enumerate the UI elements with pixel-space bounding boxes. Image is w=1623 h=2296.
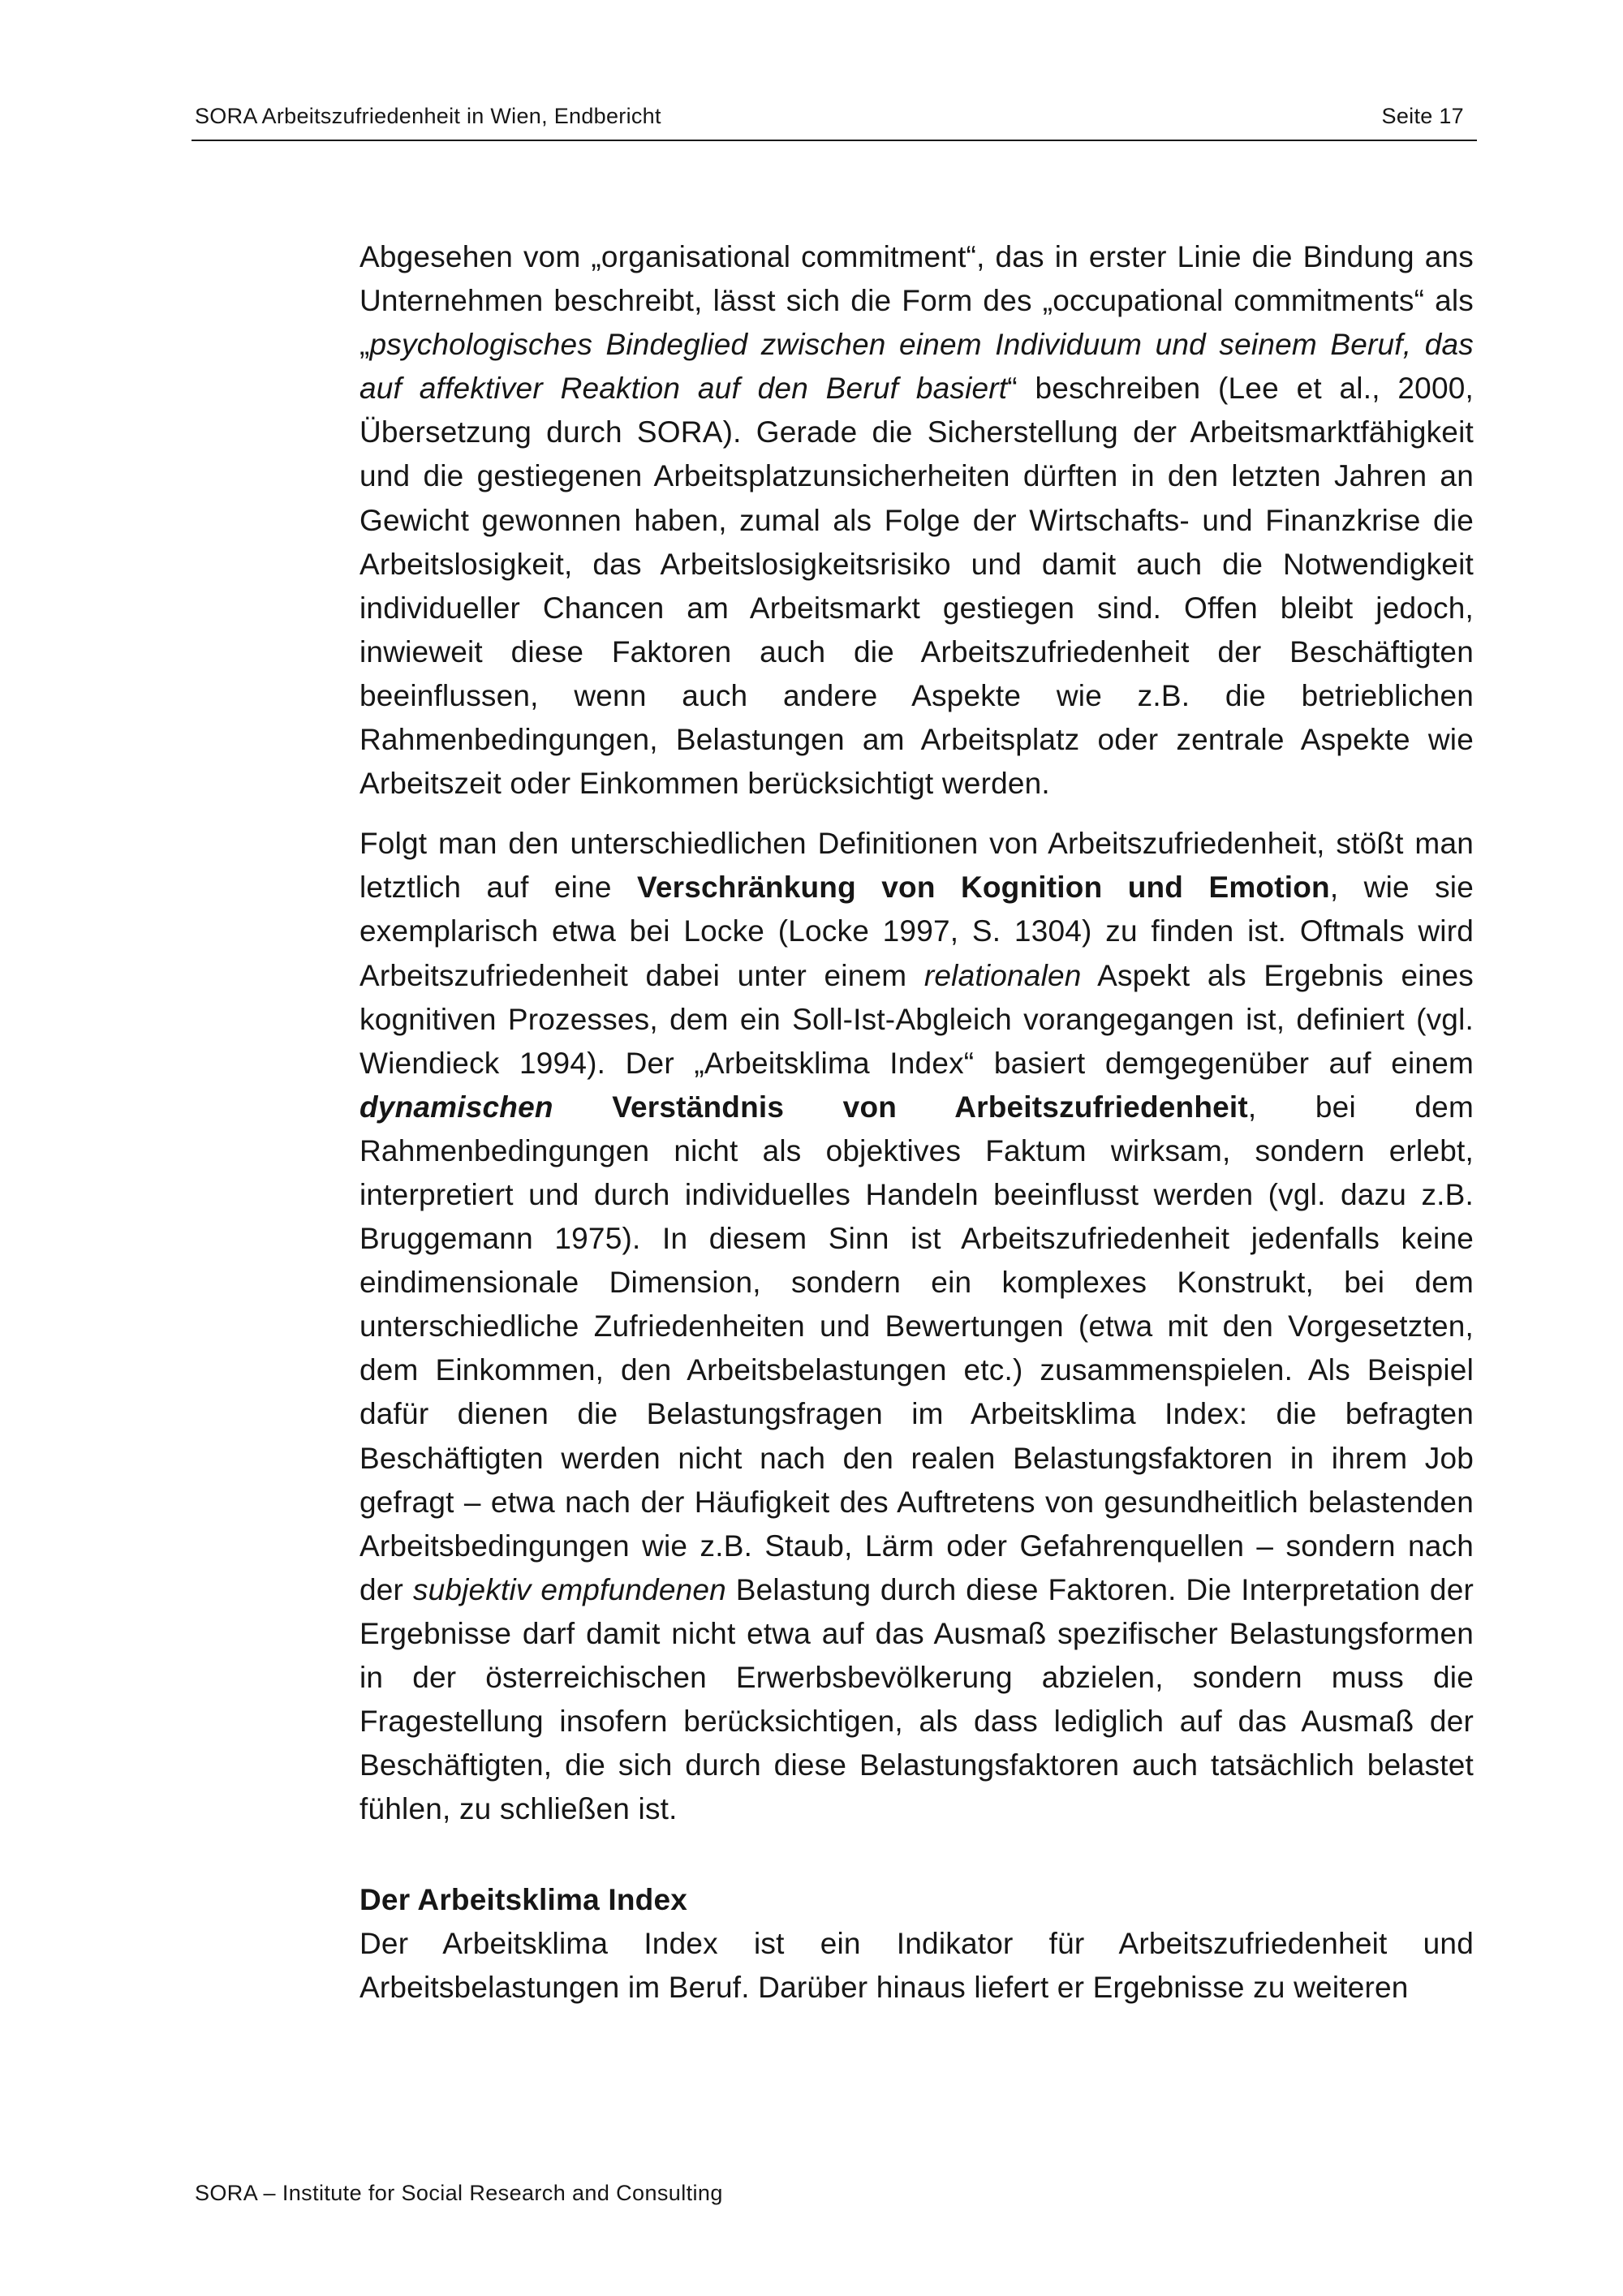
paragraph-1-text-a: Abgesehen vom „organisational commitment“, das in erster Linie die Bindung ans Unternehmen beschreibt, lässt sich die Form des „occupational commitments“ als „ (359, 240, 1474, 362)
paragraph-2-text-a: Folgt man den unterschiedlichen Definitionen von Arbeitszufriedenheit, stößt man letztlich auf eine (359, 827, 1474, 905)
header-title: SORA Arbeitszufriedenheit in Wien, Endbericht (195, 104, 661, 128)
paragraph-2-bold-b: Verständnis von Arbeitszufriedenheit (553, 1090, 1248, 1124)
main-content (359, 235, 1474, 2010)
paragraph-definitions (359, 822, 1474, 1831)
page-footer: SORA – Institute for Social Research and Consulting (195, 2181, 723, 2205)
section-paragraph: Der Arbeitsklima Index ist ein Indikator für Arbeitszufriedenheit und Arbeitsbelastungen im Beruf. Darüber hinaus liefert er Ergebnisse zu weiteren (359, 1927, 1474, 2005)
paragraph-2-bold-a: Verschränkung von Kognition und Emotion (636, 871, 1330, 905)
paragraph-2-italic-b: subjektiv empfundenen (412, 1572, 726, 1606)
paragraph-2-italic-a: relationalen (923, 958, 1082, 992)
paragraph-commitment (359, 235, 1474, 806)
paragraph-2-bold-italic-text: dynamischen (359, 1090, 553, 1124)
paragraph-1-quote-italic: psychologisches Bindeglied zwischen einem Individuum und seinem Beruf, das auf affektiver Reaktion auf den Beruf basiert (359, 328, 1474, 406)
paragraph-2-text-c: Aspekt als Ergebnis eines kognitiven Prozesses, dem ein Soll-Ist-Abgleich vorangegangen ist, definiert (vgl. Wiendieck 1994). Der „Arbeitsklima Index“ basiert demgegenüber auf einem (359, 958, 1474, 1080)
paragraph-2-text-e: Belastung durch diese Faktoren. Die Interpretation der Ergebnisse darf damit nicht etwa auf das Ausmaß spezifischer Belastungsformen in der österreichischen Erwerbsbevölkerung abzielen, sondern muss die Fragestellung insofern berücksichtigen, als dass lediglich auf das Ausmaß der Beschäftigten, die sich durch diese Belastungsfaktoren auch tatsächlich belastet fühlen, zu schließen ist. (359, 1572, 1474, 1826)
page-number: Seite 17 (1381, 104, 1464, 128)
section-heading: Der Arbeitsklima Index (359, 1883, 688, 1917)
paragraph-2-text-d: , bei dem Rahmenbedingungen nicht als objektives Faktum wirksam, sondern erlebt, interpretiert und durch individuelles Handeln beeinflusst werden (vgl. dazu z.B. Bruggemann 1975). In diesem Sinn ist Arbeitszufriedenheit jedenfalls keine eindimensionale Dimension, sondern ein komplexes Konstrukt, bei dem unterschiedliche Zufriedenheiten und Bewertungen (etwa mit den Vorgesetzten, dem Einkommen, den Arbeitsbelastungen etc.) zusammenspielen. Als Beispiel dafür dienen die Belastungsfragen im Arbeitsklima Index: die befragten Beschäftigten werden nicht nach den realen Belastungsfaktoren in ihrem Job gefragt – etwa nach der Häufigkeit des Auftretens von gesundheitlich belastenden Arbeitsbedingungen wie z.B. Staub, Lärm oder Gefahrenquellen – sondern nach der (359, 1090, 1474, 1606)
paragraph-1-text-b: “ beschreiben (Lee et al., 2000, Übersetzung durch SORA). Gerade die Sicherstellung der Arbeitsmarktfähigkeit und die gestiegenen Arbeitsplatzunsicherheiten dürften in den letzten Jahren an Gewicht gewonnen haben, zumal als Folge der Wirtschafts- und Finanzkrise die Arbeitslosigkeit, das Arbeitslosigkeitsrisiko und damit auch die Notwendigkeit individueller Chancen am Arbeitsmarkt gestiegen sind. Offen bleibt jedoch, inwieweit diese Faktoren auch die Arbeitszufriedenheit der Beschäftigten beeinflussen, wenn auch andere Aspekte wie z.B. die betrieblichen Rahmenbedingungen, Belastungen am Arbeitsplatz oder zentrale Aspekte wie Arbeitszeit oder Einkommen berücksichtigt werden. (359, 372, 1474, 801)
paragraph-2-bold-italic (359, 1090, 553, 1124)
paragraph-2-text-b: , wie sie exemplarisch etwa bei Locke (Locke 1997, S. 1304) zu finden ist. Oftmals wird Arbeitszufriedenheit dabei unter einem (359, 871, 1474, 992)
page-header (192, 102, 1477, 141)
